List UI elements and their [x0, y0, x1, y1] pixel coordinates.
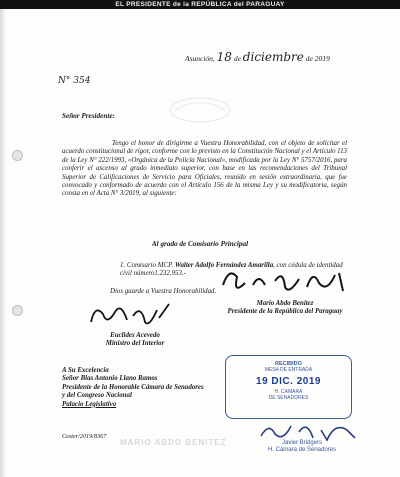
stamp-subtitle: MESA DE ENTRADA: [264, 367, 313, 373]
minister-signature: [85, 298, 175, 332]
body-text: [62, 140, 347, 199]
item-id: , con cédula de identidad civil número1.232.953.-: [120, 262, 343, 278]
president-block: [215, 300, 355, 317]
body-paragraph: Tengo el honor de dirigirme a Vuestra Honorabilidad, con el objeto de solicitar el acuerdo constitucional de rigor, conforme con lo previsto en la Constitución Nacional y el Artículo 113 de la Ley N° 222/1993, «Orgánica de la Policía Nacional», modificada por la Ley N° 5757/2016, para conferir el ascenso al grado inmediato superior, con base en las recomendaciones del Tribunal Superior de Calificaciones de Servicio para Oficiales, reunido en sesión extraordinaria, que fue convocado y conformado de acuerdo con el Artículo 156 de la misma Ley y su modificatoria, según consta en el Acta N° 3/2019, al siguiente:: [62, 140, 347, 198]
reference-code: Cester/2019/8367: [62, 433, 107, 440]
date-de: de: [233, 54, 241, 63]
punch-hole: [12, 150, 23, 161]
stamp-line: DE SENADORES: [268, 395, 309, 401]
received-stamp: [225, 355, 352, 419]
receiver-block: [247, 440, 357, 454]
date-city: Asunción,: [185, 54, 215, 63]
president-title: Presidente de la República del Paraguay: [227, 308, 343, 316]
date-month: diciembre: [242, 50, 304, 64]
rank-heading: Al grado de Comisario Principal: [151, 240, 249, 248]
date-line: [185, 50, 330, 64]
item-rank: Comisario MCP.: [126, 262, 174, 269]
minister-block: [80, 332, 190, 349]
date-year: 2019: [314, 54, 330, 63]
punch-hole: [12, 305, 23, 316]
date-day: 18: [216, 50, 232, 64]
addressee-line: y del Congreso Nacional: [62, 392, 132, 400]
letterhead-title: EL PRESIDENTE de la REPÚBLICA del PARAGUAY: [115, 1, 285, 8]
minister-title: Ministro del Interior: [105, 340, 165, 348]
faint-seal-emblem: [165, 95, 235, 125]
president-name: Mario Abdo Benítez: [256, 300, 314, 307]
president-signature: [215, 265, 355, 300]
item-number: 1.: [120, 262, 126, 269]
date-de: de: [305, 54, 313, 63]
receiver-office: H. Cámara de Senadores: [267, 447, 337, 453]
salutation: Señor Presidente:: [62, 112, 115, 120]
stamp-line: H. CAMARA: [274, 389, 303, 395]
stamp-date: 19 DIC. 2019: [256, 376, 321, 387]
stamp-title: RECIBIDO: [275, 361, 302, 367]
watermark-text: MARIO ABDO BENITEZ: [120, 438, 227, 447]
addressee-line: A Su Excelencia: [62, 367, 109, 374]
addressee-block: [62, 367, 204, 409]
document-number: N° 354: [58, 76, 91, 86]
minister-name: Euclides Acevedo: [110, 332, 160, 339]
receiver-name: Javier Bridgers: [281, 440, 322, 446]
addressee-line: Presidente de la Honorable Cámara de Senadores: [62, 383, 204, 391]
closing-line: Dios guarde a Vuestra Honorabilidad.: [110, 288, 217, 295]
item-name: Walter Adolfo Fernández Amarilla: [174, 262, 274, 269]
addressee-place: Palacio Legislativo: [62, 400, 117, 408]
addressee-name: Señor Blas Antonio Llano Ramos: [62, 375, 158, 383]
